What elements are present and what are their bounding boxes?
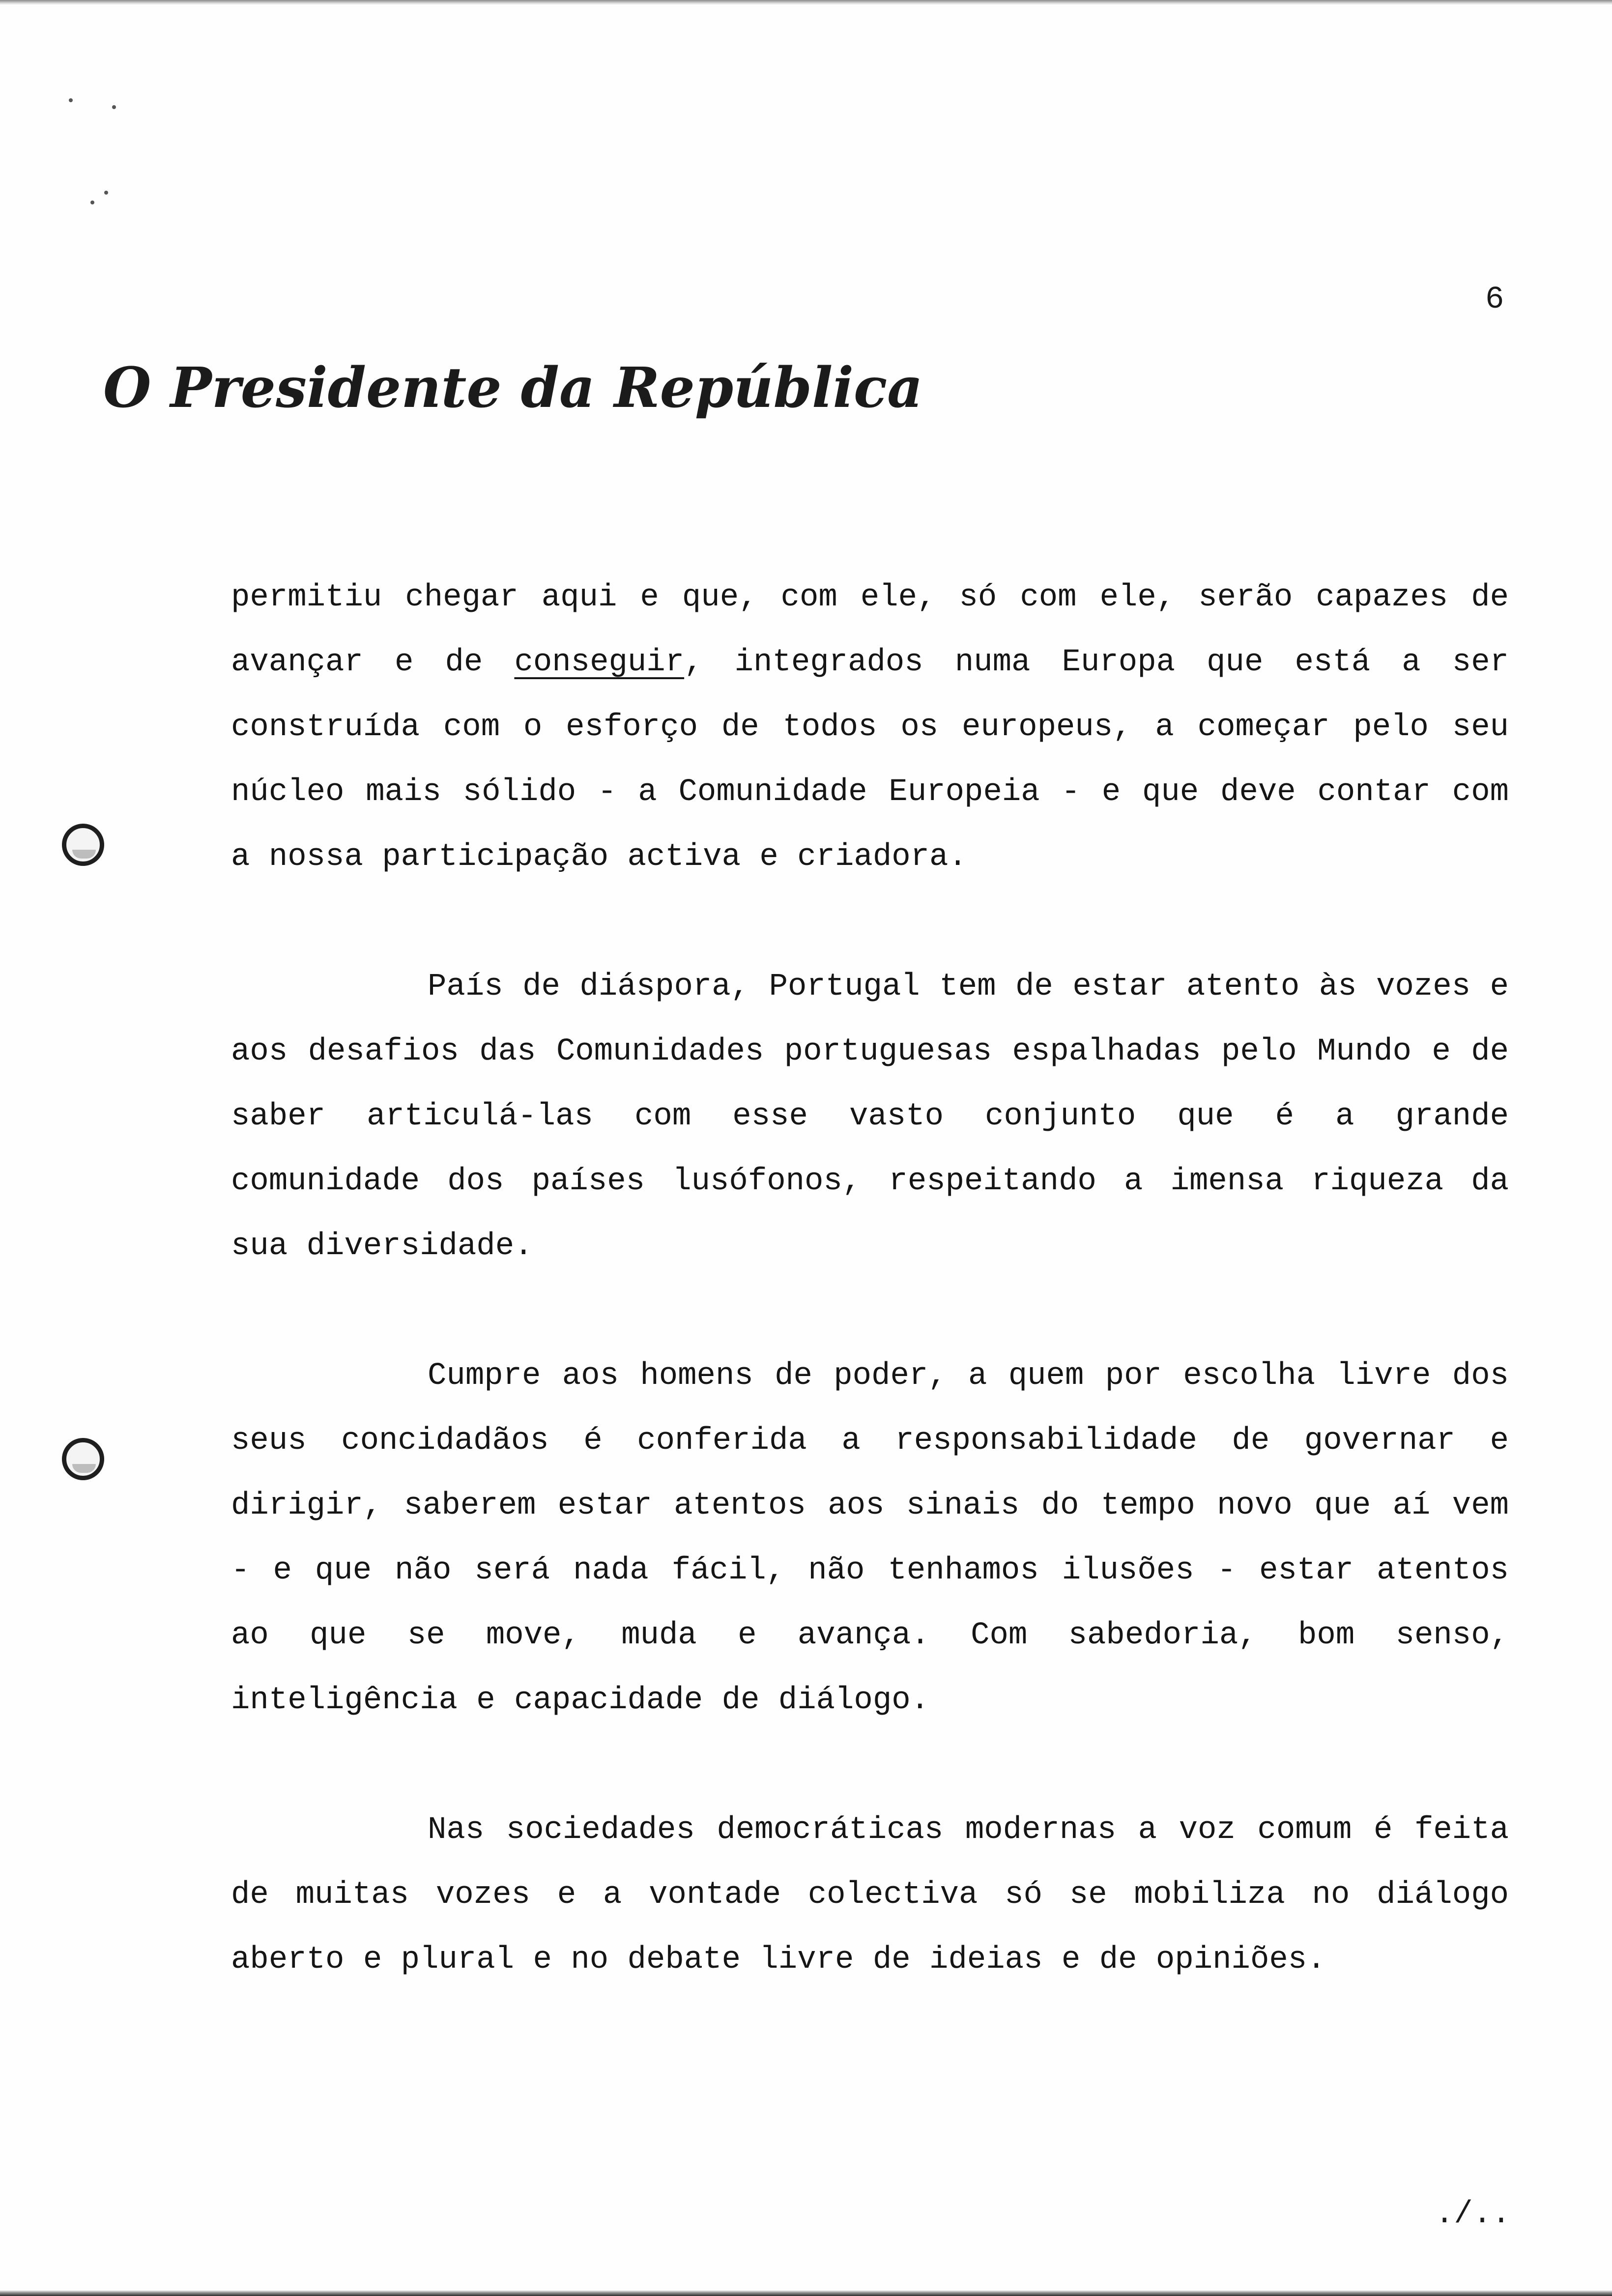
paragraph-4: Nas sociedades democráticas modernas a voz comum é feita de muitas vozes e a vontade colectiva só se mobiliza no diálogo aberto e plural e no debate livre de ideias e de opiniões. <box>231 1812 1509 1978</box>
scan-speck <box>69 98 73 102</box>
scan-bottom-edge <box>0 2290 1612 2296</box>
paragraph-3: Cumpre aos homens de poder, a quem por escolha livre dos seus concidadãos é conferida a responsabilidade de governar e dirigir, saberem estar atentos aos sinais do tempo novo que aí vem - e que não será nada fácil, não tenhamos ilusões - estar atentos ao que se move, muda e avança. Com sabedoria, bom senso, inteligência e capacidade de diálogo. <box>231 1358 1509 1718</box>
page-number: 6 <box>1485 282 1504 317</box>
letterhead-script <box>103 349 923 423</box>
continuation-mark: ./.. <box>1435 2197 1511 2232</box>
paragraph-2: País de diáspora, Portugal tem de estar atento às vozes e aos desafios das Comunidades portuguesas espalhadas pelo Mundo e de saber articulá-las com esse vasto conjunto que é a grande comunidade dos países lusófonos, respeitando a imensa riqueza da sua diversidade. <box>231 969 1509 1264</box>
scan-speck <box>112 105 116 109</box>
underlined-word: conseguir <box>514 645 685 680</box>
scan-top-edge <box>0 0 1612 5</box>
paragraph-1: permitiu chegar aqui e que, com ele, só com ele, serão capazes de avançar e de conseguir, integrados numa Europa que está a ser construída com o esforço de todos os europeus, a começar pelo seu núcleo mais sólido - a Comunidade Europeia - e que deve contar com a nossa participação activa e criadora. <box>231 580 1509 875</box>
punch-hole <box>62 1438 104 1480</box>
punch-hole <box>62 824 104 866</box>
scan-speck <box>90 201 94 204</box>
scan-speck <box>104 191 108 195</box>
letter-body <box>231 565 1509 2057</box>
letterhead-text: O Presidente da República <box>103 356 923 420</box>
